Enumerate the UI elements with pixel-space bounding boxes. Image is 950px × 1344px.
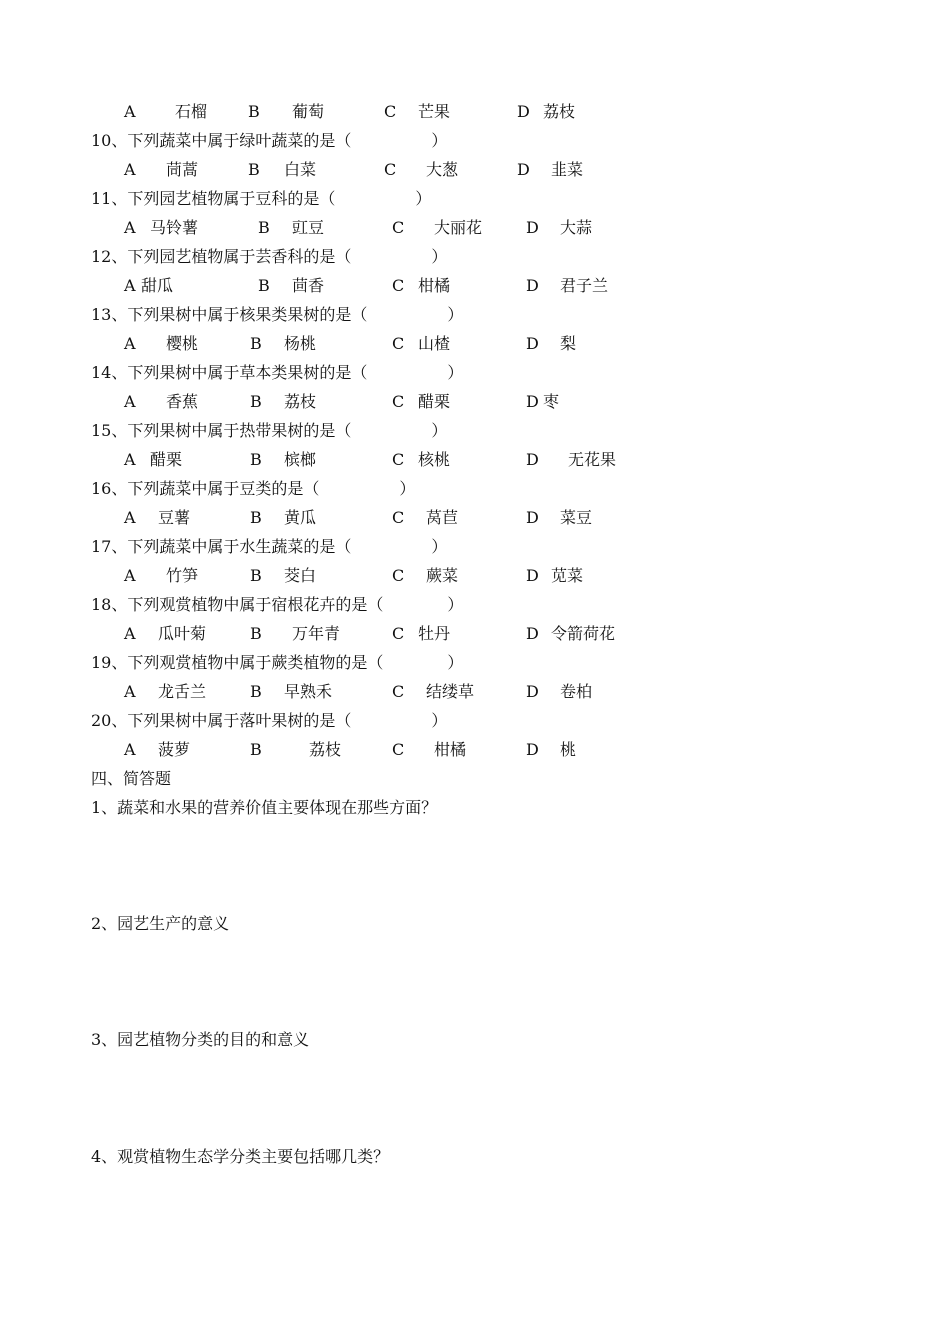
option-a-text: 菠萝 bbox=[158, 740, 191, 759]
section-heading bbox=[0, 764, 950, 793]
option-b-text: 茴香 bbox=[292, 276, 325, 295]
option-b-text: 早熟禾 bbox=[284, 682, 333, 701]
option-d-letter: D bbox=[526, 682, 539, 701]
option-a-text: 竹笋 bbox=[166, 566, 199, 585]
option-a-letter: A bbox=[124, 218, 136, 237]
question-stem-text: 12、下列园艺植物属于芸香科的是（ ） bbox=[91, 247, 448, 266]
option-d-text: 卷柏 bbox=[560, 682, 593, 701]
option-a-text: 龙舌兰 bbox=[158, 682, 207, 701]
option-d-letter: D bbox=[517, 160, 530, 179]
option-c-text: 蕨菜 bbox=[426, 566, 459, 585]
option-c-letter: C bbox=[392, 276, 405, 295]
question-stem-text: 20、下列果树中属于落叶果树的是（ ） bbox=[91, 711, 448, 730]
option-d-text: 君子兰 bbox=[560, 276, 609, 295]
option-c-letter: C bbox=[384, 102, 397, 121]
short-answer-text: 2、园艺生产的意义 bbox=[91, 914, 230, 933]
option-c-text: 牡丹 bbox=[418, 624, 451, 643]
option-b-text: 荔枝 bbox=[284, 392, 317, 411]
section-heading-text: 四、简答题 bbox=[91, 769, 172, 788]
option-a-letter: A bbox=[124, 102, 136, 121]
option-c-text: 醋栗 bbox=[418, 392, 451, 411]
option-d-letter: D bbox=[526, 334, 539, 353]
option-c-letter: C bbox=[392, 218, 405, 237]
option-d-text: 枣 bbox=[543, 392, 560, 411]
option-c-text: 结缕草 bbox=[426, 682, 475, 701]
option-d-letter: D bbox=[526, 508, 539, 527]
question-stem-text: 16、下列蔬菜中属于豆类的是（ ） bbox=[91, 479, 416, 498]
option-b-text: 豇豆 bbox=[292, 218, 325, 237]
question-stem-15 bbox=[0, 416, 950, 445]
question-stem-16 bbox=[0, 474, 950, 503]
option-d-text: 令箭荷花 bbox=[551, 624, 616, 643]
option-c-letter: C bbox=[384, 160, 397, 179]
question-stem-text: 18、下列观赏植物中属于宿根花卉的是（ ） bbox=[91, 595, 464, 614]
option-c-text: 芒果 bbox=[418, 102, 451, 121]
option-row-q18 bbox=[0, 619, 950, 648]
option-row-q12 bbox=[0, 271, 950, 300]
option-a-text: 醋栗 bbox=[150, 450, 183, 469]
option-d-text: 荔枝 bbox=[543, 102, 576, 121]
option-c-text: 山楂 bbox=[418, 334, 451, 353]
option-c-letter: C bbox=[392, 740, 405, 759]
option-a-letter: A bbox=[124, 740, 136, 759]
option-c-text: 大丽花 bbox=[434, 218, 483, 237]
question-stem-20 bbox=[0, 706, 950, 735]
option-a-text: 香蕉 bbox=[166, 392, 199, 411]
option-b-text: 茭白 bbox=[284, 566, 317, 585]
option-b-letter: B bbox=[250, 624, 262, 643]
question-stem-12 bbox=[0, 242, 950, 271]
option-b-text: 槟榔 bbox=[284, 450, 317, 469]
option-c-text: 柑橘 bbox=[434, 740, 467, 759]
option-a-letter: A bbox=[124, 566, 136, 585]
option-a-text: 甜瓜 bbox=[141, 276, 174, 295]
question-stem-text: 11、下列园艺植物属于豆科的是（ ） bbox=[91, 189, 432, 208]
option-a-letter: A bbox=[124, 334, 136, 353]
question-stem-text: 17、下列蔬菜中属于水生蔬菜的是（ ） bbox=[91, 537, 448, 556]
option-d-letter: D bbox=[526, 450, 539, 469]
question-stem-19 bbox=[0, 648, 950, 677]
option-b-letter: B bbox=[250, 334, 262, 353]
option-a-letter: A bbox=[124, 624, 136, 643]
option-row-q11 bbox=[0, 213, 950, 242]
question-stem-text: 15、下列果树中属于热带果树的是（ ） bbox=[91, 421, 448, 440]
option-d-letter: D bbox=[526, 566, 539, 585]
option-c-letter: C bbox=[392, 392, 405, 411]
question-stem-11 bbox=[0, 184, 950, 213]
option-c-letter: C bbox=[392, 450, 405, 469]
option-c-letter: C bbox=[392, 508, 405, 527]
short-answer-question-2 bbox=[0, 909, 950, 938]
option-c-letter: C bbox=[392, 334, 405, 353]
option-b-letter: B bbox=[248, 102, 260, 121]
option-c-text: 柑橘 bbox=[418, 276, 451, 295]
option-b-letter: B bbox=[248, 160, 260, 179]
option-d-text: 桃 bbox=[560, 740, 577, 759]
option-c-letter: C bbox=[392, 624, 405, 643]
option-c-letter: C bbox=[392, 566, 405, 585]
option-b-text: 葡萄 bbox=[292, 102, 325, 121]
option-a-letter: A bbox=[124, 508, 136, 527]
option-d-letter: D bbox=[526, 218, 539, 237]
option-row-q17 bbox=[0, 561, 950, 590]
option-a-text: 马铃薯 bbox=[150, 218, 199, 237]
option-a-letter: A bbox=[124, 450, 136, 469]
option-d-text: 梨 bbox=[560, 334, 577, 353]
option-c-letter: C bbox=[392, 682, 405, 701]
option-b-text: 杨桃 bbox=[284, 334, 317, 353]
question-stem-18 bbox=[0, 590, 950, 619]
option-a-letter: A bbox=[124, 276, 136, 295]
question-stem-text: 13、下列果树中属于核果类果树的是（ ） bbox=[91, 305, 464, 324]
question-stem-17 bbox=[0, 532, 950, 561]
option-b-letter: B bbox=[250, 682, 262, 701]
option-row-q13 bbox=[0, 329, 950, 358]
option-a-letter: A bbox=[124, 682, 136, 701]
option-row-q20 bbox=[0, 735, 950, 764]
option-b-letter: B bbox=[258, 276, 270, 295]
option-d-text: 苋菜 bbox=[551, 566, 584, 585]
option-a-text: 瓜叶菊 bbox=[158, 624, 207, 643]
option-d-letter: D bbox=[526, 624, 539, 643]
option-a-letter: A bbox=[124, 160, 136, 179]
option-c-text: 大葱 bbox=[426, 160, 459, 179]
option-row-q10 bbox=[0, 155, 950, 184]
option-row-q9 bbox=[0, 97, 950, 126]
question-stem-13 bbox=[0, 300, 950, 329]
option-a-text: 樱桃 bbox=[166, 334, 199, 353]
question-stem-text: 10、下列蔬菜中属于绿叶蔬菜的是（ ） bbox=[91, 131, 448, 150]
option-b-letter: B bbox=[250, 450, 262, 469]
option-a-letter: A bbox=[124, 392, 136, 411]
short-answer-question-3 bbox=[0, 1025, 950, 1054]
option-d-text: 韭菜 bbox=[551, 160, 584, 179]
short-answer-text: 1、蔬菜和水果的营养价值主要体现在那些方面？ bbox=[91, 798, 438, 817]
option-b-letter: B bbox=[250, 392, 262, 411]
question-stem-14 bbox=[0, 358, 950, 387]
option-b-letter: B bbox=[250, 740, 262, 759]
question-stem-text: 14、下列果树中属于草本类果树的是（ ） bbox=[91, 363, 464, 382]
option-b-text: 万年青 bbox=[292, 624, 341, 643]
option-c-text: 莴苣 bbox=[426, 508, 459, 527]
option-d-text: 菜豆 bbox=[560, 508, 593, 527]
option-row-q16 bbox=[0, 503, 950, 532]
option-b-letter: B bbox=[250, 566, 262, 585]
option-a-text: 石榴 bbox=[175, 102, 208, 121]
option-b-text: 荔枝 bbox=[309, 740, 342, 759]
option-d-letter: D bbox=[526, 392, 539, 411]
short-answer-question-4 bbox=[0, 1142, 950, 1171]
option-b-text: 白菜 bbox=[284, 160, 317, 179]
option-row-q14 bbox=[0, 387, 950, 416]
option-d-text: 无花果 bbox=[568, 450, 617, 469]
option-a-text: 豆薯 bbox=[158, 508, 191, 527]
option-d-text: 大蒜 bbox=[560, 218, 593, 237]
question-stem-text: 19、下列观赏植物中属于蕨类植物的是（ ） bbox=[91, 653, 464, 672]
option-a-text: 茼蒿 bbox=[166, 160, 199, 179]
option-c-text: 核桃 bbox=[418, 450, 451, 469]
option-d-letter: D bbox=[526, 276, 539, 295]
option-d-letter: D bbox=[526, 740, 539, 759]
option-row-q15 bbox=[0, 445, 950, 474]
short-answer-question-1 bbox=[0, 793, 950, 822]
option-row-q19 bbox=[0, 677, 950, 706]
question-stem-10 bbox=[0, 126, 950, 155]
option-d-letter: D bbox=[517, 102, 530, 121]
option-b-letter: B bbox=[250, 508, 262, 527]
option-b-letter: B bbox=[258, 218, 270, 237]
short-answer-text: 3、园艺植物分类的目的和意义 bbox=[91, 1030, 310, 1049]
option-b-text: 黄瓜 bbox=[284, 508, 317, 527]
short-answer-text: 4、观赏植物生态学分类主要包括哪几类？ bbox=[91, 1147, 390, 1166]
